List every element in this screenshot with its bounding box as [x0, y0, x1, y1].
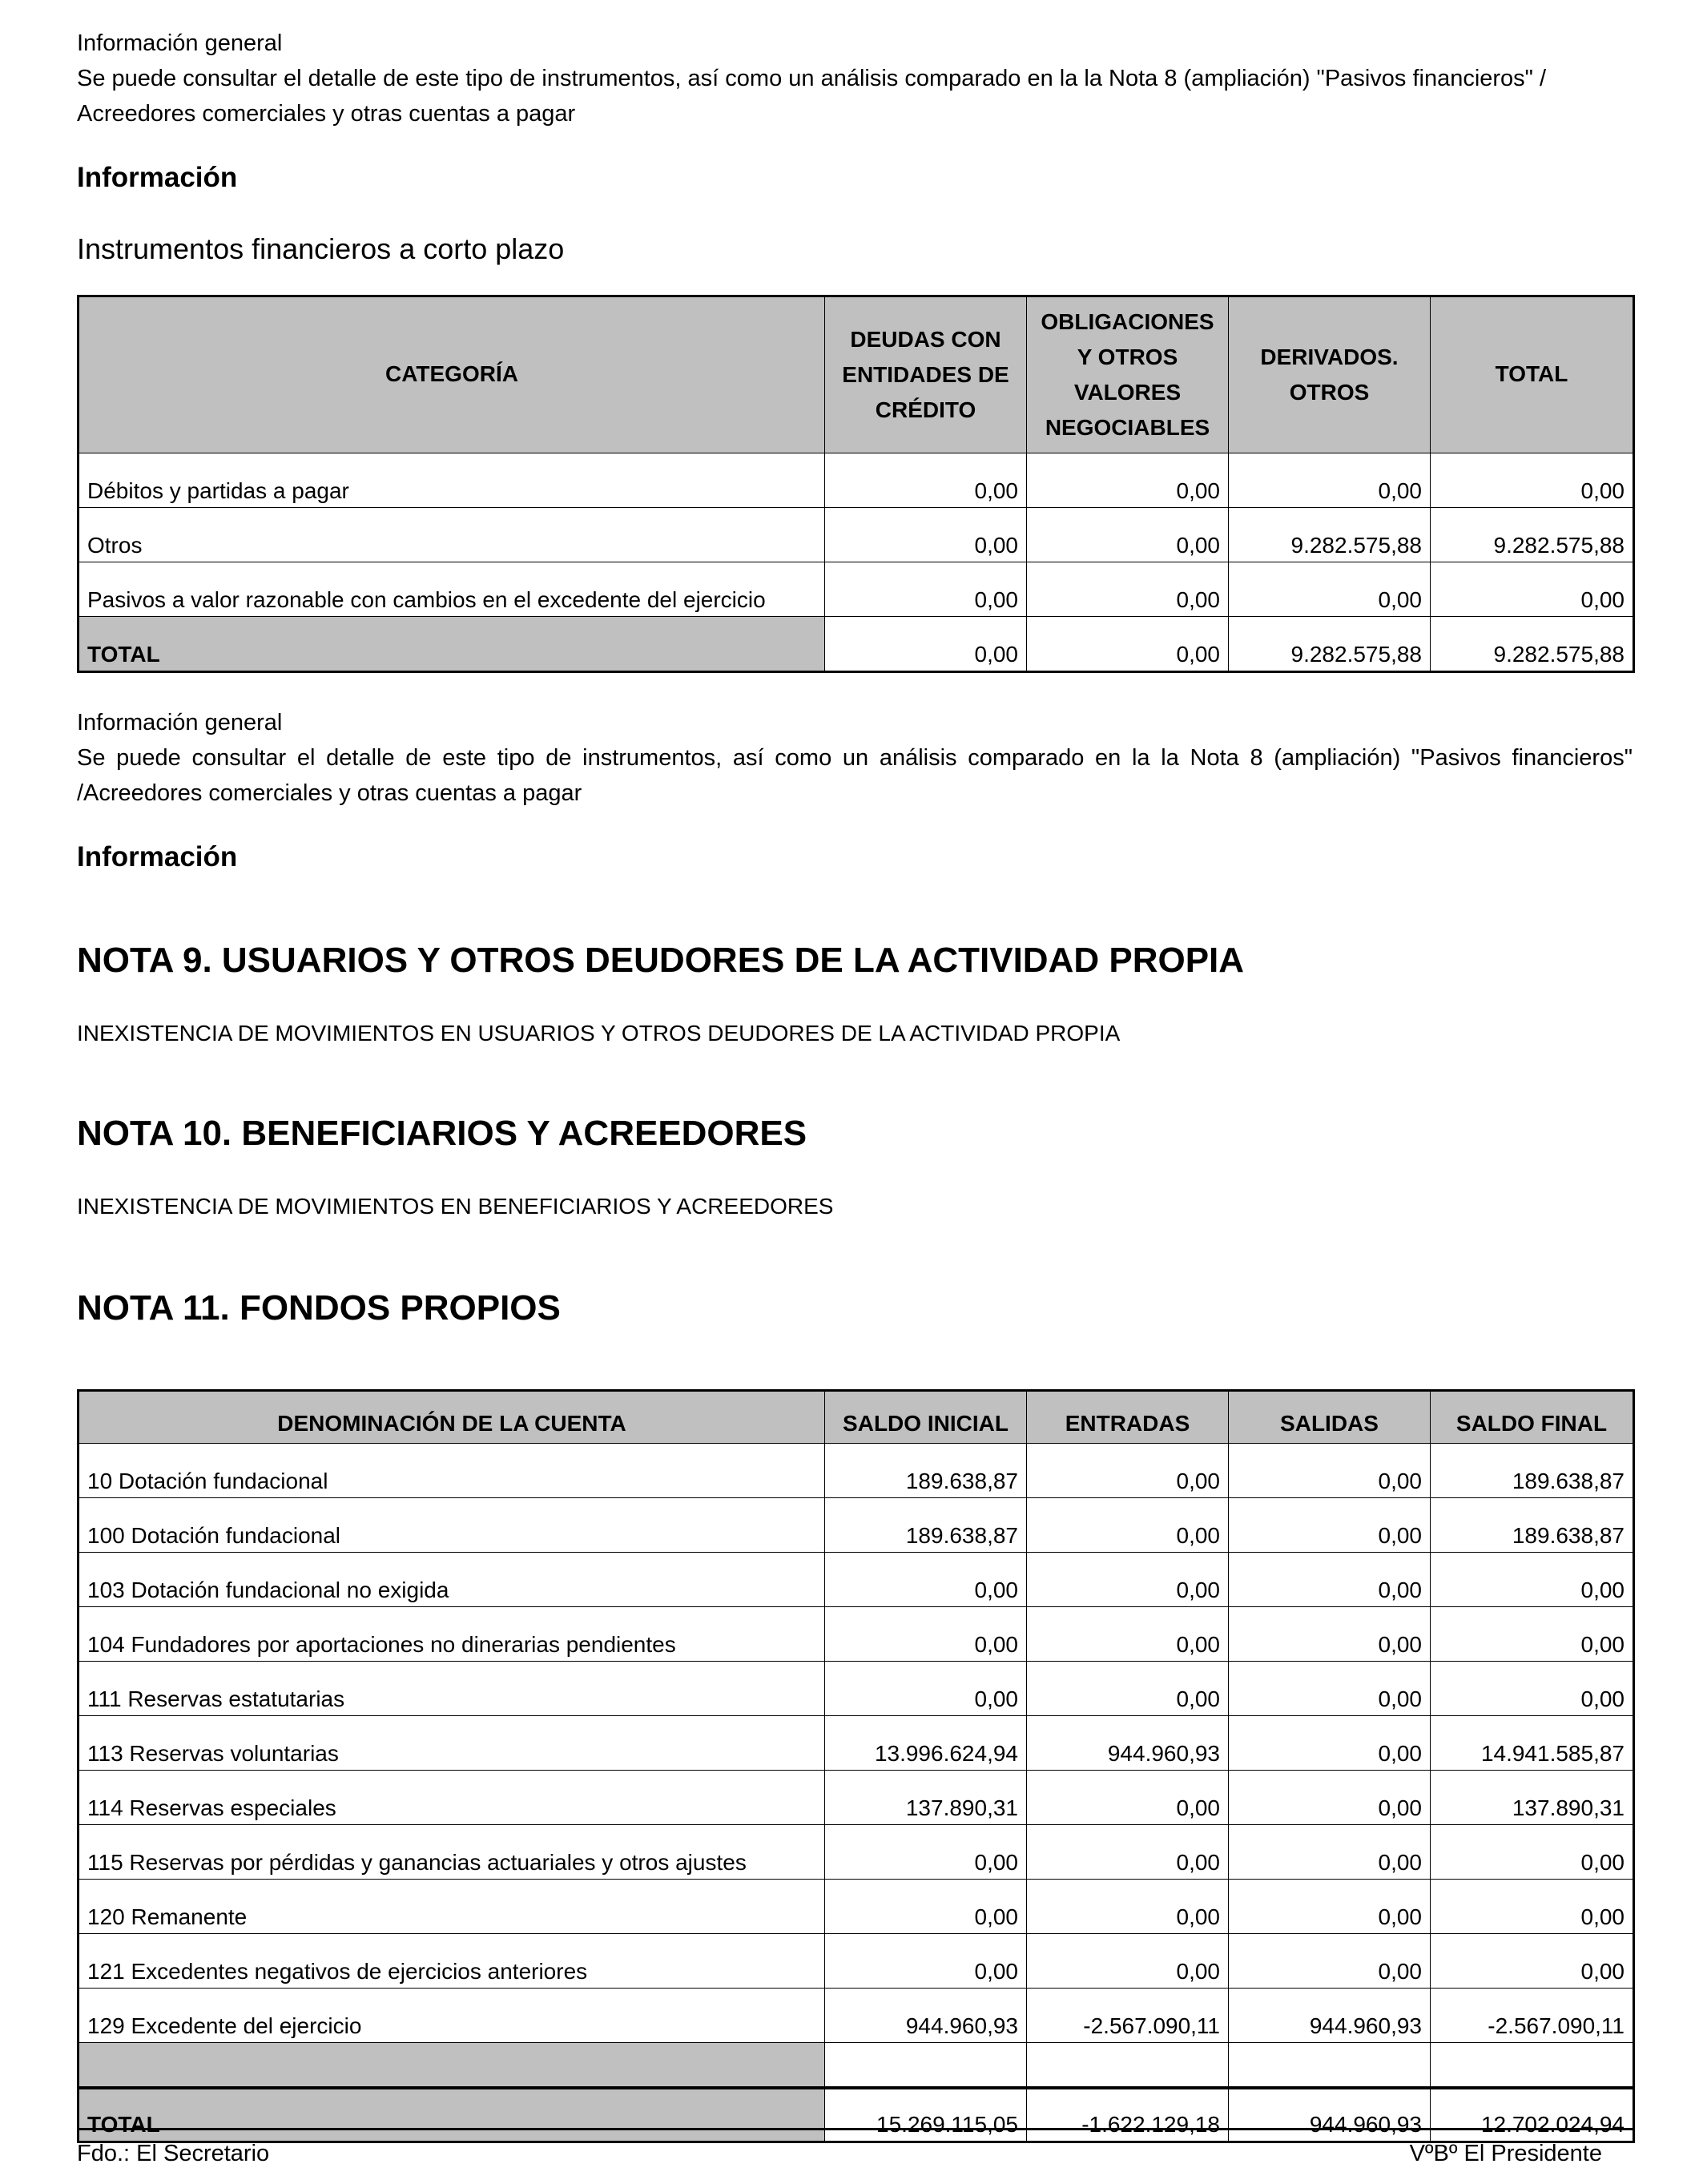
row-label: 111 Reservas estatutarias — [79, 1662, 825, 1716]
total-value: 0,00 — [825, 617, 1027, 672]
cell-value: 0,00 — [1027, 1662, 1229, 1716]
table-row — [79, 1716, 1634, 1771]
cell-value: 0,00 — [1027, 453, 1229, 508]
cell-value: 0,00 — [1229, 453, 1431, 508]
column-header-account: DENOMINACIÓN DE LA CUENTA — [79, 1391, 825, 1444]
cell-value: 14.941.585,87 — [1431, 1716, 1634, 1771]
total-label: TOTAL — [79, 617, 825, 672]
general-info-line-1: Se puede consultar el detalle de este tipo de instrumentos, así como un análisis comparado en la la Nota 8 (ampliación) "Pasivos financieros" / — [77, 66, 1547, 91]
blank-row — [79, 2043, 1634, 2089]
row-label: Débitos y partidas a pagar — [79, 453, 825, 508]
cell-value: 0,00 — [825, 1825, 1027, 1880]
cell-value: 0,00 — [1027, 1553, 1229, 1607]
column-header-obligations: OBLIGACIONES Y OTROS VALORES NEGOCIABLES — [1027, 296, 1229, 453]
table-row — [79, 1607, 1634, 1662]
cell-value: -2.567.090,11 — [1431, 1989, 1634, 2043]
row-label: 115 Reservas por pérdidas y ganancias actuariales y otros ajustes — [79, 1825, 825, 1880]
column-header-category: CATEGORÍA — [79, 296, 825, 453]
total-value: 12.702.024,94 — [1431, 2088, 1634, 2142]
cell-value: 0,00 — [1431, 1662, 1634, 1716]
cell-value: 944.960,93 — [1027, 1716, 1229, 1771]
table-row — [79, 1934, 1634, 1989]
column-header-inflows: ENTRADAS — [1027, 1391, 1229, 1444]
nota-9-text: INEXISTENCIA DE MOVIMIENTOS EN USUARIOS Y OTROS DEUDORES DE LA ACTIVIDAD PROPIA — [77, 1021, 1121, 1046]
total-value: 15.269.115,05 — [825, 2088, 1027, 2142]
total-value: 944.960,93 — [1229, 2088, 1431, 2142]
cell-value: 0,00 — [1431, 453, 1634, 508]
row-label: 10 Dotación fundacional — [79, 1444, 825, 1498]
cell-value: 0,00 — [1229, 1934, 1431, 1989]
cell-value: 0,00 — [1229, 1444, 1431, 1498]
total-row — [79, 2088, 1634, 2142]
cell-value: -2.567.090,11 — [1027, 1989, 1229, 2043]
table-row — [79, 1880, 1634, 1934]
column-header-credit-debts: DEUDAS CON ENTIDADES DE CRÉDITO — [825, 296, 1027, 453]
cell-value: 9.282.575,88 — [1229, 508, 1431, 562]
cell-value: 0,00 — [1229, 1662, 1431, 1716]
cell-value: 0,00 — [825, 1553, 1027, 1607]
table-header-row — [79, 1391, 1634, 1444]
footer-divider — [77, 2128, 1633, 2130]
row-label: 120 Remanente — [79, 1880, 825, 1934]
cell-value: 137.890,31 — [1431, 1771, 1634, 1825]
general-info-line-4: /Acreedores comerciales y otras cuentas a pagar — [77, 780, 582, 806]
cell-value: 0,00 — [1431, 1934, 1634, 1989]
blank-cell — [825, 2043, 1027, 2089]
total-value: 9.282.575,88 — [1229, 617, 1431, 672]
column-header-opening-balance: SALDO INICIAL — [825, 1391, 1027, 1444]
row-label: 104 Fundadores por aportaciones no dinerarias pendientes — [79, 1607, 825, 1662]
cell-value: 0,00 — [1027, 1880, 1229, 1934]
cell-value: 944.960,93 — [825, 1989, 1027, 2043]
cell-value: 0,00 — [1229, 1771, 1431, 1825]
cell-value: 0,00 — [1431, 1880, 1634, 1934]
column-header-total: TOTAL — [1431, 296, 1634, 453]
blank-cell — [79, 2043, 825, 2089]
cell-value: 9.282.575,88 — [1431, 508, 1634, 562]
table-row — [79, 1498, 1634, 1553]
cell-value: 189.638,87 — [825, 1444, 1027, 1498]
column-header-outflows: SALIDAS — [1229, 1391, 1431, 1444]
total-row — [79, 617, 1634, 672]
table-row — [79, 508, 1634, 562]
total-value: 0,00 — [1027, 617, 1229, 672]
row-label: 113 Reservas voluntarias — [79, 1716, 825, 1771]
cell-value: 0,00 — [1229, 562, 1431, 617]
cell-value: 0,00 — [1431, 1553, 1634, 1607]
table-row — [79, 1444, 1634, 1498]
general-info-line-2: Acreedores comerciales y otras cuentas a pagar — [77, 101, 576, 127]
fondos-propios-table — [77, 1389, 1635, 2143]
column-header-derivatives: DERIVADOS. OTROS — [1229, 296, 1431, 453]
cell-value: 0,00 — [1431, 1825, 1634, 1880]
cell-value: 189.638,87 — [1431, 1444, 1634, 1498]
cell-value: 0,00 — [1027, 1498, 1229, 1553]
nota-10-title: NOTA 10. BENEFICIARIOS Y ACREEDORES — [77, 1114, 807, 1153]
general-info-label-2: Información general — [77, 710, 283, 735]
short-term-subheading: Instrumentos financieros a corto plazo — [77, 232, 565, 265]
cell-value: 0,00 — [1229, 1498, 1431, 1553]
table-row — [79, 1553, 1634, 1607]
cell-value: 0,00 — [825, 1662, 1027, 1716]
cell-value: 0,00 — [1027, 1444, 1229, 1498]
cell-value: 189.638,87 — [825, 1498, 1027, 1553]
cell-value: 944.960,93 — [1229, 1989, 1431, 2043]
column-header-closing-balance: SALDO FINAL — [1431, 1391, 1634, 1444]
row-label: 114 Reservas especiales — [79, 1771, 825, 1825]
general-info-line-3: Se puede consultar el detalle de este tipo de instrumentos, así como un análisis comparado en la la Nota 8 (ampliación) "Pasivos financieros" — [77, 745, 1633, 771]
cell-value: 0,00 — [1229, 1825, 1431, 1880]
cell-value: 0,00 — [825, 453, 1027, 508]
total-value: 9.282.575,88 — [1431, 617, 1634, 672]
cell-value: 0,00 — [1229, 1553, 1431, 1607]
total-label: TOTAL — [79, 2088, 825, 2142]
footer-secretary: Fdo.: El Secretario — [77, 2141, 270, 2166]
blank-cell — [1431, 2043, 1634, 2089]
cell-value: 0,00 — [825, 562, 1027, 617]
cell-value: 0,00 — [825, 1934, 1027, 1989]
cell-value: 0,00 — [1027, 1607, 1229, 1662]
table-row — [79, 1662, 1634, 1716]
cell-value: 0,00 — [1027, 1825, 1229, 1880]
row-label: 103 Dotación fundacional no exigida — [79, 1553, 825, 1607]
row-label: Pasivos a valor razonable con cambios en el excedente del ejercicio — [79, 562, 825, 617]
cell-value: 0,00 — [1027, 562, 1229, 617]
table-row — [79, 1771, 1634, 1825]
total-value: -1.622.129,18 — [1027, 2088, 1229, 2142]
cell-value: 0,00 — [1027, 508, 1229, 562]
nota-10-text: INEXISTENCIA DE MOVIMIENTOS EN BENEFICIARIOS Y ACREEDORES — [77, 1194, 834, 1219]
nota-9-title: NOTA 9. USUARIOS Y OTROS DEUDORES DE LA ACTIVIDAD PROPIA — [77, 941, 1245, 980]
cell-value: 0,00 — [1027, 1771, 1229, 1825]
table-row — [79, 1825, 1634, 1880]
footer-president: VºBº El Presidente — [1409, 2141, 1602, 2166]
row-label: 100 Dotación fundacional — [79, 1498, 825, 1553]
cell-value: 137.890,31 — [825, 1771, 1027, 1825]
cell-value: 0,00 — [1229, 1880, 1431, 1934]
table-row — [79, 453, 1634, 508]
table-header-row — [79, 296, 1634, 453]
cell-value: 0,00 — [825, 1880, 1027, 1934]
info-heading: Información — [77, 162, 238, 193]
row-label: 129 Excedente del ejercicio — [79, 1989, 825, 2043]
cell-value: 0,00 — [1229, 1607, 1431, 1662]
cell-value: 189.638,87 — [1431, 1498, 1634, 1553]
table-row — [79, 562, 1634, 617]
short-term-instruments-table — [77, 295, 1635, 673]
info-heading-2: Información — [77, 841, 238, 872]
row-label: Otros — [79, 508, 825, 562]
blank-cell — [1229, 2043, 1431, 2089]
row-label: 121 Excedentes negativos de ejercicios anteriores — [79, 1934, 825, 1989]
cell-value: 0,00 — [1229, 1716, 1431, 1771]
cell-value: 0,00 — [1431, 1607, 1634, 1662]
blank-cell — [1027, 2043, 1229, 2089]
cell-value: 0,00 — [1027, 1934, 1229, 1989]
cell-value: 0,00 — [825, 508, 1027, 562]
cell-value: 0,00 — [825, 1607, 1027, 1662]
cell-value: 0,00 — [1431, 562, 1634, 617]
cell-value: 13.996.624,94 — [825, 1716, 1027, 1771]
general-info-label: Información general — [77, 30, 283, 56]
table-row — [79, 1989, 1634, 2043]
nota-11-title: NOTA 11. FONDOS PROPIOS — [77, 1288, 561, 1328]
